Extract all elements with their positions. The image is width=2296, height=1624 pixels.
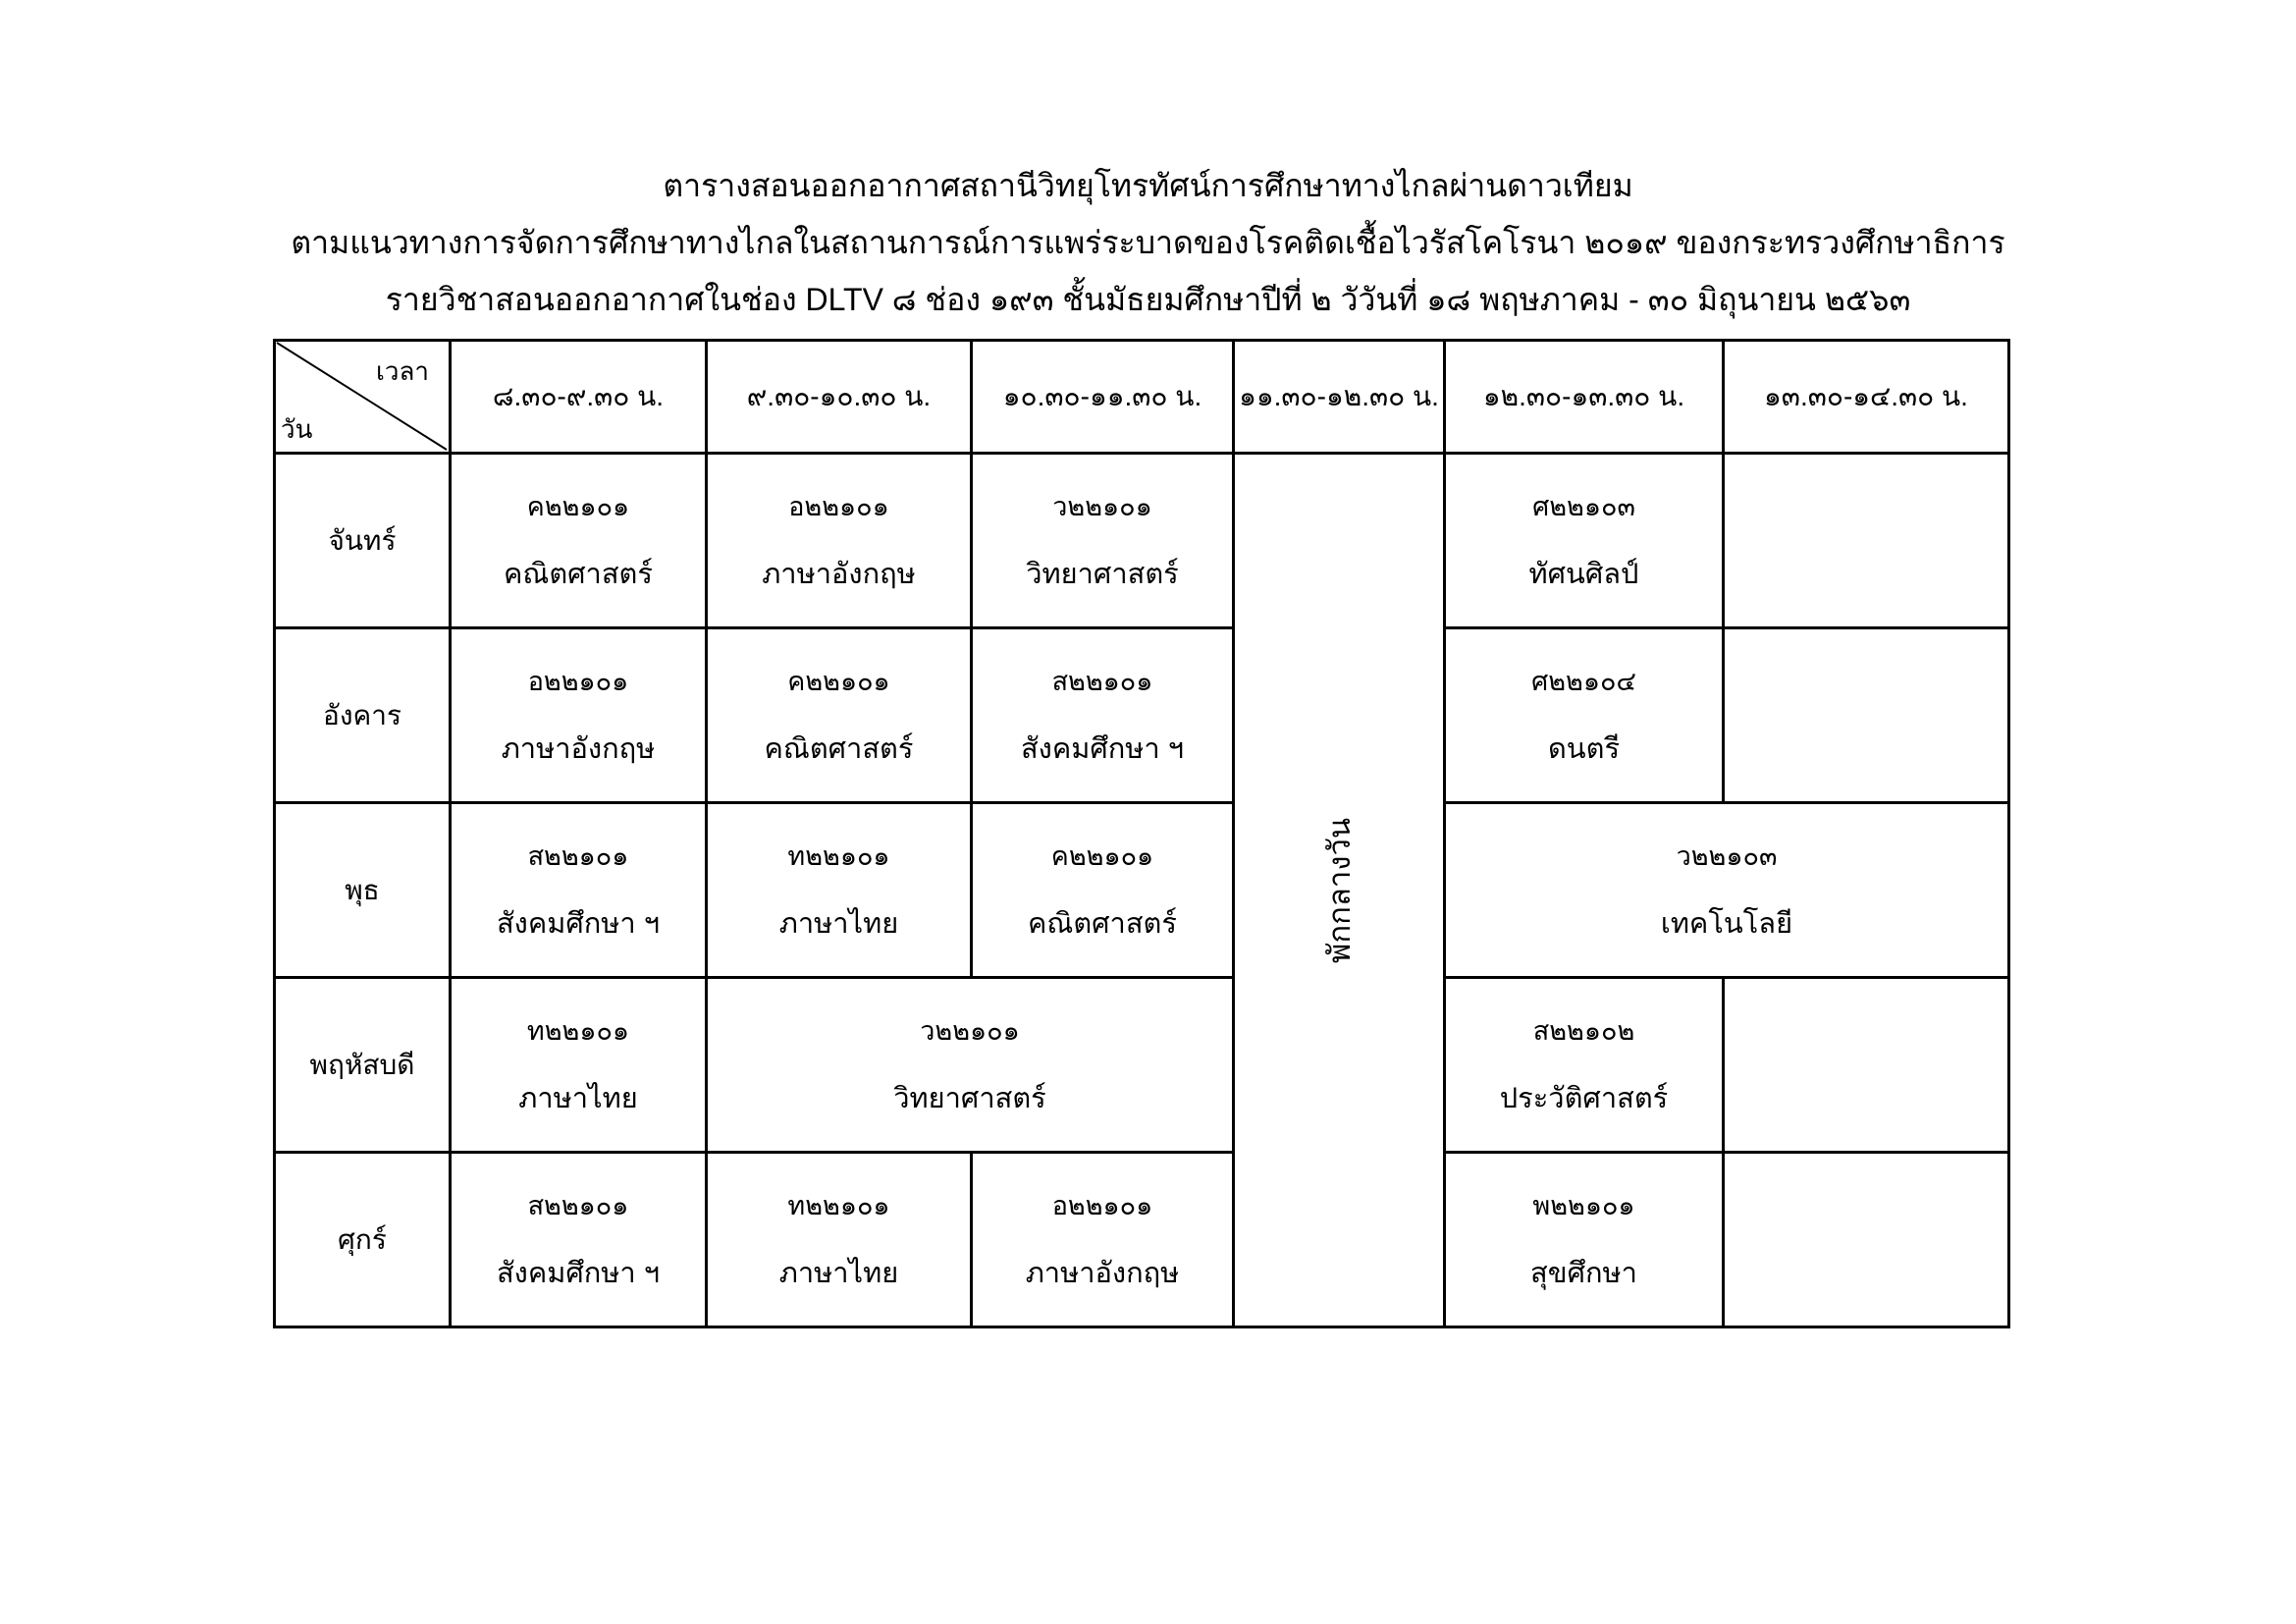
subject-name: วิทยาศาสตร์ <box>1026 559 1179 590</box>
cell-tuesday-slot5 <box>1445 628 1724 803</box>
subject-name: ดนตรี <box>1547 733 1621 765</box>
subject-code: ว๒๒๑๐๑ <box>920 1016 1020 1046</box>
subject-code: อ๒๒๑๐๑ <box>788 492 889 521</box>
corner-time-label: เวลา <box>375 356 429 386</box>
cell-monday-slot2 <box>707 454 972 628</box>
subject-code: ส๒๒๑๐๑ <box>527 1191 629 1220</box>
day-label-thursday: พฤหัสบดี <box>275 978 451 1153</box>
subject-code: ส๒๒๑๐๑ <box>527 841 629 871</box>
cell-tuesday-slot6-empty <box>1724 628 2009 803</box>
title-line-3: รายวิชาสอนออกอากาศในช่อง DLTV ๘ ช่อง ๑๙๓ ชั้นมัธยมศึกษาปีที่ ๒ วัวันที่ ๑๘ พฤษภาคม - ๓๐ มิถุนายน ๒๕๖๓ <box>385 282 1911 317</box>
document-title-block <box>0 157 2296 328</box>
cell-friday-slot6-empty <box>1724 1153 2009 1327</box>
subject-name: ประวัติศาสตร์ <box>1499 1083 1669 1114</box>
subject-code: อ๒๒๑๐๑ <box>1051 1191 1153 1220</box>
cell-tuesday-slot3 <box>972 628 1234 803</box>
subject-code: พ๒๒๑๐๑ <box>1532 1191 1635 1220</box>
cell-friday-slot1 <box>451 1153 707 1327</box>
corner-day-label: วัน <box>281 414 313 444</box>
subject-name: สังคมศึกษา ฯ <box>496 908 661 940</box>
subject-name: คณิตศาสตร์ <box>1028 908 1177 940</box>
subject-name: ภาษาไทย <box>518 1083 638 1114</box>
subject-name: คณิตศาสตร์ <box>504 559 653 590</box>
time-slot-header-4: ๑๑.๓๐-๑๒.๓๐ น. <box>1234 341 1445 454</box>
cell-thursday-slot5 <box>1445 978 1724 1153</box>
cell-tuesday-slot2 <box>707 628 972 803</box>
cell-friday-slot3 <box>972 1153 1234 1327</box>
corner-cell <box>275 341 451 454</box>
subject-name: คณิตศาสตร์ <box>764 733 914 765</box>
subject-code: ว๒๒๑๐๓ <box>1676 841 1778 871</box>
cell-monday-slot6-empty <box>1724 454 2009 628</box>
subject-name: เทคโนโลยี <box>1660 908 1793 940</box>
subject-name: ภาษาอังกฤษ <box>762 559 916 590</box>
cell-monday-slot5 <box>1445 454 1724 628</box>
cell-wednesday-slot1 <box>451 803 707 978</box>
subject-name: ภาษาอังกฤษ <box>1025 1258 1180 1289</box>
title-line-2: ตามแนวทางการจัดการศึกษาทางไกลในสถานการณ์การแพร่ระบาดของโรคติดเชื้อไวรัสโคโรนา ๒๐๑๙ ของกระทรวงศึกษาธิการ <box>291 225 2005 260</box>
row-friday <box>275 1153 2009 1327</box>
cell-thursday-slot1 <box>451 978 707 1153</box>
row-wednesday <box>275 803 2009 978</box>
cell-tuesday-slot1 <box>451 628 707 803</box>
time-slot-header-6: ๑๓.๓๐-๑๔.๓๐ น. <box>1724 341 2009 454</box>
subject-name: ทัศนศิลป์ <box>1528 559 1639 590</box>
cell-thursday-slot2-3-merged <box>707 978 1234 1153</box>
time-slot-header-2: ๙.๓๐-๑๐.๓๐ น. <box>707 341 972 454</box>
cell-friday-slot2 <box>707 1153 972 1327</box>
subject-code: ท๒๒๑๐๑ <box>526 1016 630 1046</box>
subject-name: ภาษาไทย <box>778 908 899 940</box>
cell-monday-slot3 <box>972 454 1234 628</box>
subject-name: สุขศึกษา <box>1530 1258 1637 1289</box>
subject-name: ภาษาไทย <box>778 1258 899 1289</box>
day-label-friday: ศุกร์ <box>275 1153 451 1327</box>
row-thursday <box>275 978 2009 1153</box>
cell-monday-slot1 <box>451 454 707 628</box>
header-row <box>275 341 2009 454</box>
cell-wednesday-slot2 <box>707 803 972 978</box>
subject-code: ส๒๒๑๐๒ <box>1532 1016 1635 1046</box>
subject-code: ค๒๒๑๐๑ <box>526 492 630 521</box>
subject-code: ท๒๒๑๐๑ <box>787 1191 890 1220</box>
day-label-monday: จันทร์ <box>275 454 451 628</box>
cell-friday-slot5 <box>1445 1153 1724 1327</box>
subject-code: อ๒๒๑๐๑ <box>527 667 629 696</box>
lunch-break-cell <box>1234 454 1445 1327</box>
day-label-wednesday: พุธ <box>275 803 451 978</box>
row-tuesday <box>275 628 2009 803</box>
cell-thursday-slot6-empty <box>1724 978 2009 1153</box>
day-label-tuesday: อังคาร <box>275 628 451 803</box>
subject-code: ศ๒๒๑๐๔ <box>1531 667 1636 696</box>
subject-code: ศ๒๒๑๐๓ <box>1532 492 1635 521</box>
time-slot-header-3: ๑๐.๓๐-๑๑.๓๐ น. <box>972 341 1234 454</box>
lunch-break-label: พักกลางวัน <box>1322 817 1357 963</box>
subject-code: ท๒๒๑๐๑ <box>787 841 890 871</box>
cell-wednesday-slot3 <box>972 803 1234 978</box>
row-monday <box>275 454 2009 628</box>
timetable <box>273 339 2010 1328</box>
subject-code: ค๒๒๑๐๑ <box>787 667 890 696</box>
time-slot-header-5: ๑๒.๓๐-๑๓.๓๐ น. <box>1445 341 1724 454</box>
subject-code: ส๒๒๑๐๑ <box>1051 667 1153 696</box>
subject-name: สังคมศึกษา ฯ <box>496 1258 661 1289</box>
title-line-1: ตารางสอนออกอากาศสถานีวิทยุโทรทัศน์การศึกษาทางไกลผ่านดาวเทียม <box>663 168 1633 203</box>
subject-name: วิทยาศาสตร์ <box>893 1083 1046 1114</box>
subject-name: ภาษาอังกฤษ <box>501 733 656 765</box>
subject-code: ว๒๒๑๐๑ <box>1052 492 1152 521</box>
subject-code: ค๒๒๑๐๑ <box>1050 841 1154 871</box>
subject-name: สังคมศึกษา ฯ <box>1020 733 1185 765</box>
cell-wednesday-slot5-6-merged <box>1445 803 2009 978</box>
time-slot-header-1: ๘.๓๐-๙.๓๐ น. <box>451 341 707 454</box>
